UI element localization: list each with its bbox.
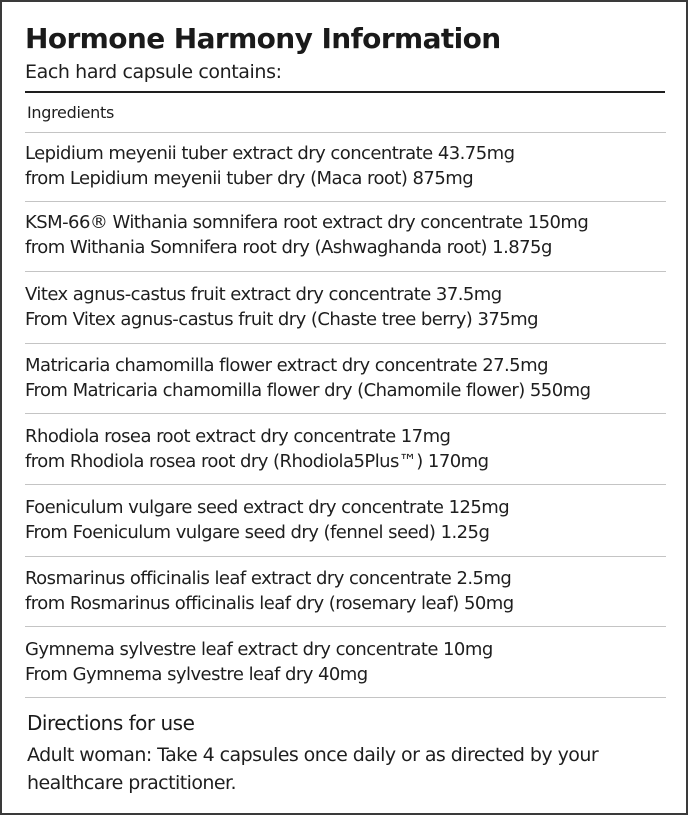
ingredient-item bbox=[25, 424, 670, 474]
ingredient-line-1: Rosmarinus officinalis leaf extract dry concentrate 2.5mg bbox=[25, 568, 512, 589]
ingredient-item bbox=[25, 210, 670, 260]
ingredient-line-2: from Withania Somnifera root dry (Ashwaghanda root) 1.875g bbox=[25, 237, 552, 258]
row-divider bbox=[25, 697, 666, 698]
ingredient-line-2: from Lepidium meyenii tuber dry (Maca root) 875mg bbox=[25, 168, 474, 189]
subtitle: Each hard capsule contains: bbox=[25, 61, 282, 83]
ingredients-header: Ingredients bbox=[27, 103, 114, 122]
row-divider bbox=[25, 271, 666, 272]
ingredient-item bbox=[25, 637, 670, 687]
ingredient-item bbox=[25, 353, 670, 403]
directions-text: Adult woman: Take 4 capsules once daily or as directed by your healthcare practitioner. bbox=[27, 744, 599, 794]
ingredient-line-2: From Matricaria chamomilla flower dry (Chamomile flower) 550mg bbox=[25, 380, 591, 401]
ingredient-line-1: Lepidium meyenii tuber extract dry concentrate 43.75mg bbox=[25, 143, 515, 164]
directions-title: Directions for use bbox=[27, 711, 195, 735]
ingredient-item bbox=[25, 141, 670, 191]
row-divider bbox=[25, 201, 666, 202]
row-divider bbox=[25, 413, 666, 414]
ingredient-line-1: Foeniculum vulgare seed extract dry concentrate 125mg bbox=[25, 497, 510, 518]
ingredient-line-1: Vitex agnus-castus fruit extract dry concentrate 37.5mg bbox=[25, 284, 502, 305]
row-divider bbox=[25, 132, 666, 133]
ingredient-line-2: From Vitex agnus-castus fruit dry (Chaste tree berry) 375mg bbox=[25, 309, 539, 330]
ingredient-item bbox=[25, 282, 670, 332]
ingredient-line-1: KSM-66® Withania somnifera root extract dry concentrate 150mg bbox=[25, 212, 589, 233]
row-divider bbox=[25, 626, 666, 627]
ingredient-line-2: from Rhodiola rosea root dry (Rhodiola5Plus™) 170mg bbox=[25, 451, 489, 472]
ingredient-line-2: From Foeniculum vulgare seed dry (fennel seed) 1.25g bbox=[25, 522, 490, 543]
ingredient-line-1: Gymnema sylvestre leaf extract dry concentrate 10mg bbox=[25, 639, 493, 660]
ingredient-item bbox=[25, 566, 670, 616]
row-divider bbox=[25, 484, 666, 485]
ingredient-line-1: Matricaria chamomilla flower extract dry concentrate 27.5mg bbox=[25, 355, 548, 376]
ingredient-item bbox=[25, 495, 670, 545]
header-divider bbox=[25, 91, 665, 93]
ingredient-line-2: From Gymnema sylvestre leaf dry 40mg bbox=[25, 664, 368, 685]
row-divider bbox=[25, 556, 666, 557]
ingredient-line-1: Rhodiola rosea root extract dry concentrate 17mg bbox=[25, 426, 451, 447]
page-title: Hormone Harmony Information bbox=[25, 22, 501, 55]
row-divider bbox=[25, 343, 666, 344]
ingredient-line-2: from Rosmarinus officinalis leaf dry (rosemary leaf) 50mg bbox=[25, 593, 514, 614]
